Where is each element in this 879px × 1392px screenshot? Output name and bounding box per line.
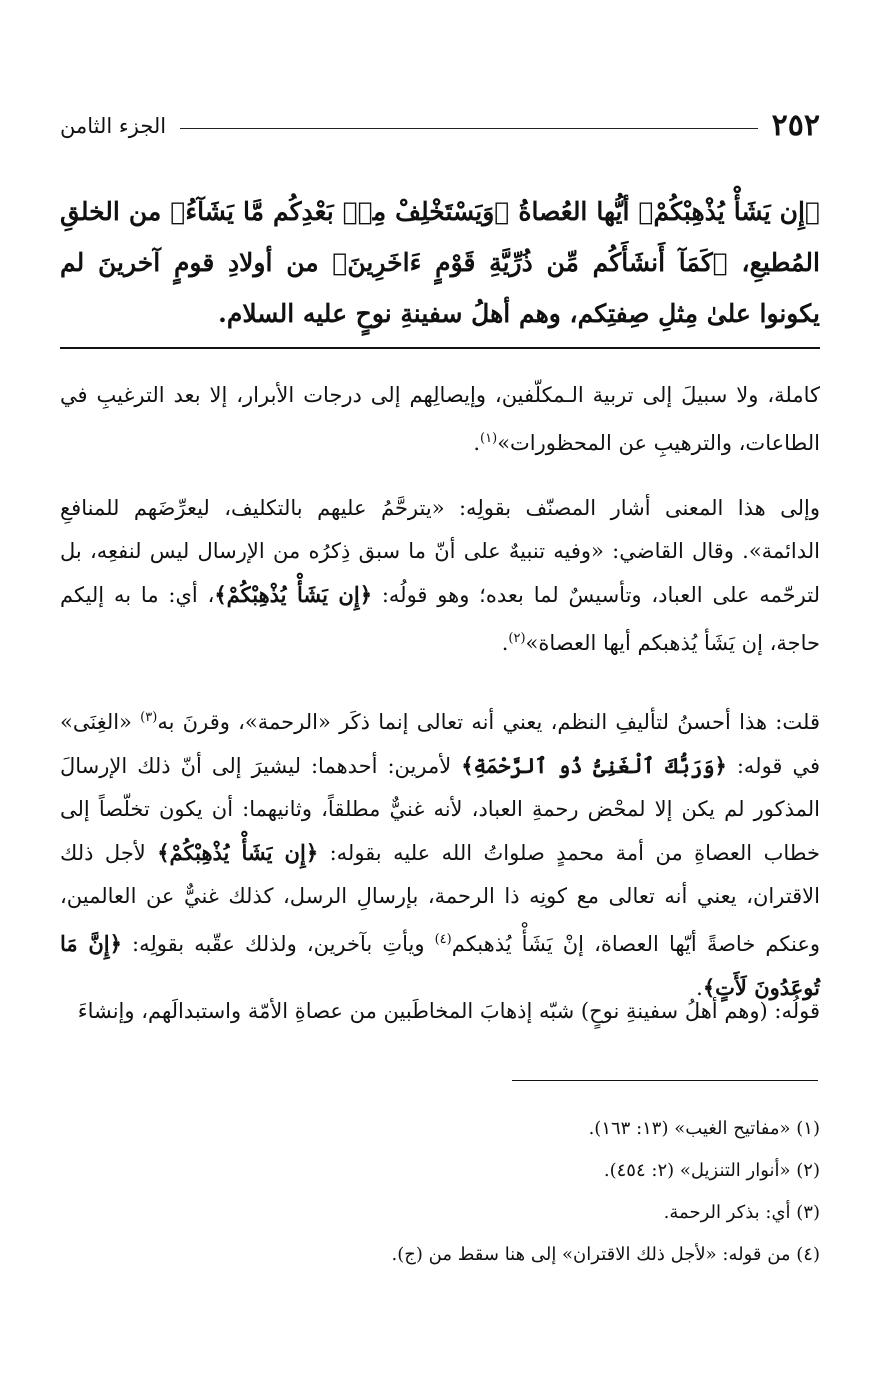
matn-segment: من أولادِ قومٍ آخرينَ لم يكونوا علىٰ مِثلِ صِفتِكم، وهم أهلُ سفينةِ نوحٍ عليه السلام.: [60, 248, 820, 328]
paragraph-text: «الغِنَى» في قوله:: [60, 710, 820, 778]
commentary-paragraph-4: قولُه: (وهم أهلُ سفينةِ نوحٍ) شبّه إذهابَ المخاطَبين من عصاةِ الأمّة واستبدالَهم، وإنشاءَ: [77, 999, 820, 1023]
footnote-ref: (٤): [434, 932, 452, 947]
footnote-4: (٤) من قوله: «لأجل ذلك الاقتران» إلى هنا سقط من (ج).: [391, 1244, 820, 1265]
paragraph-text: قلت: هذا أحسنُ لتأليفِ النظم، يعني أنه تعالى إنما ذكَر «الرحمة»، وقرنَ به: [157, 710, 820, 734]
paragraph-end: .: [696, 976, 703, 1000]
quran-verse: ﴿إِن يَشَأْ يُذْهِبْكُمْ﴾: [638, 197, 820, 226]
footnotes: [60, 1108, 820, 1276]
matn-segment: من الخلقِ المُطيعِ،: [60, 197, 820, 277]
paragraph-end: .: [473, 431, 481, 455]
running-title: الجزء الثامن: [60, 114, 167, 138]
commentary-paragraph-1: [60, 374, 820, 465]
matn-divider: [60, 347, 820, 349]
footnote-ref: (٢): [508, 631, 526, 646]
quran-verse: ﴿إِن يَشَأْ يُذْهِبْكُمْ﴾: [157, 840, 319, 865]
quran-verse: ﴿إِن يَشَأْ يُذْهِبْكُمْ﴾: [214, 582, 372, 607]
quran-verse: ﴿وَرَبُّكَ ٱلْغَنِىُّ ذُو ٱلرَّحْمَةِ﴾: [461, 753, 727, 778]
footnote-ref: (٣): [140, 710, 158, 725]
footnote-ref: (١): [480, 431, 498, 446]
commentary-paragraph-2: [60, 487, 820, 665]
page-header: [60, 106, 820, 146]
page-number: ٢٥٢: [771, 108, 820, 143]
paragraph-end: .: [501, 631, 509, 655]
paragraph-text: وإلى هذا المعنى أشار المصنّف بقولِه: «يترحَّمُ عليهم بالتكليف، ليعرِّضَهم للمنافعِ الدائمة». وقال القاضي: «وفيه تنبيهٌ على أنّ ما سبق ذِكرُه من الإرسال ليس لنفعِه، بل لترحّمه على العباد، وتأسيسٌ لما بعده؛ وهو قولُه:: [60, 496, 820, 607]
paragraph-text: ، أي: ما به إليكم حاجة، إن يَشَأ يُذهبكم أيها العصاة»: [60, 583, 820, 655]
paragraph-text: لأجل ذلك الاقتران، يعني أنه تعالى مع كونِه ذا الرحمة، بإرسالِ الرسل، كذلك غنيٌّ عن العالمين، وعنكم خاصةً أيّها العصاة، إنْ يَشَأْ يُذهبكم: [60, 841, 820, 956]
footnote-1: (١) «مفاتيح الغيب» (١٣: ١٦٣).: [588, 1118, 820, 1139]
header-rule: [180, 128, 758, 129]
footnote-divider: [512, 1080, 818, 1081]
footnote-2: (٢) «أنوار التنزيل» (٢: ٤٥٤).: [603, 1160, 820, 1181]
paragraph-text: ويأتِ بآخرين، ولذلك عقّبه بقولِه:: [121, 932, 435, 956]
quran-verse: ﴿وَيَسْتَخْلِفْ مِنۢ بَعْدِكُم مَّا يَشَآءُ﴾: [170, 197, 510, 226]
quran-verse: ﴿إِنَّ مَا تُوعَدُونَ لَأَتٍ﴾: [60, 931, 820, 1000]
commentary-paragraph-3: [60, 696, 820, 1010]
paragraph-text: لأمرين: أحدهما: ليشيرَ إلى أنّ ذلك الإرسالَ المذكور لم يكن إلا لمحْض رحمةِ العباد، لأنه غنيٌّ مطلقاً، وثانيهما: أن يكون تخلّصاً إلى خطاب العصاةِ من أمة محمدٍ صلواتُ الله عليه بقوله:: [60, 754, 820, 865]
matn-text: [60, 186, 820, 339]
quran-verse: ﴿كَمَآ أَنشَأَكُم مِّن ذُرِّيَّةِ قَوْمٍ ءَاخَرِينَ﴾: [332, 248, 728, 277]
paragraph-text: كاملة، ولا سبيلَ إلى تربية الـمكلّفين، وإيصالِهم إلى درجات الأبرار، إلا بعد الترغيبِ في الطاعات، والترهيبِ عن المحظورات»: [60, 383, 820, 455]
matn-segment: أيُّها العُصاةُ: [509, 197, 639, 226]
footnote-3: (٣) أي: بذكر الرحمة.: [663, 1202, 820, 1223]
